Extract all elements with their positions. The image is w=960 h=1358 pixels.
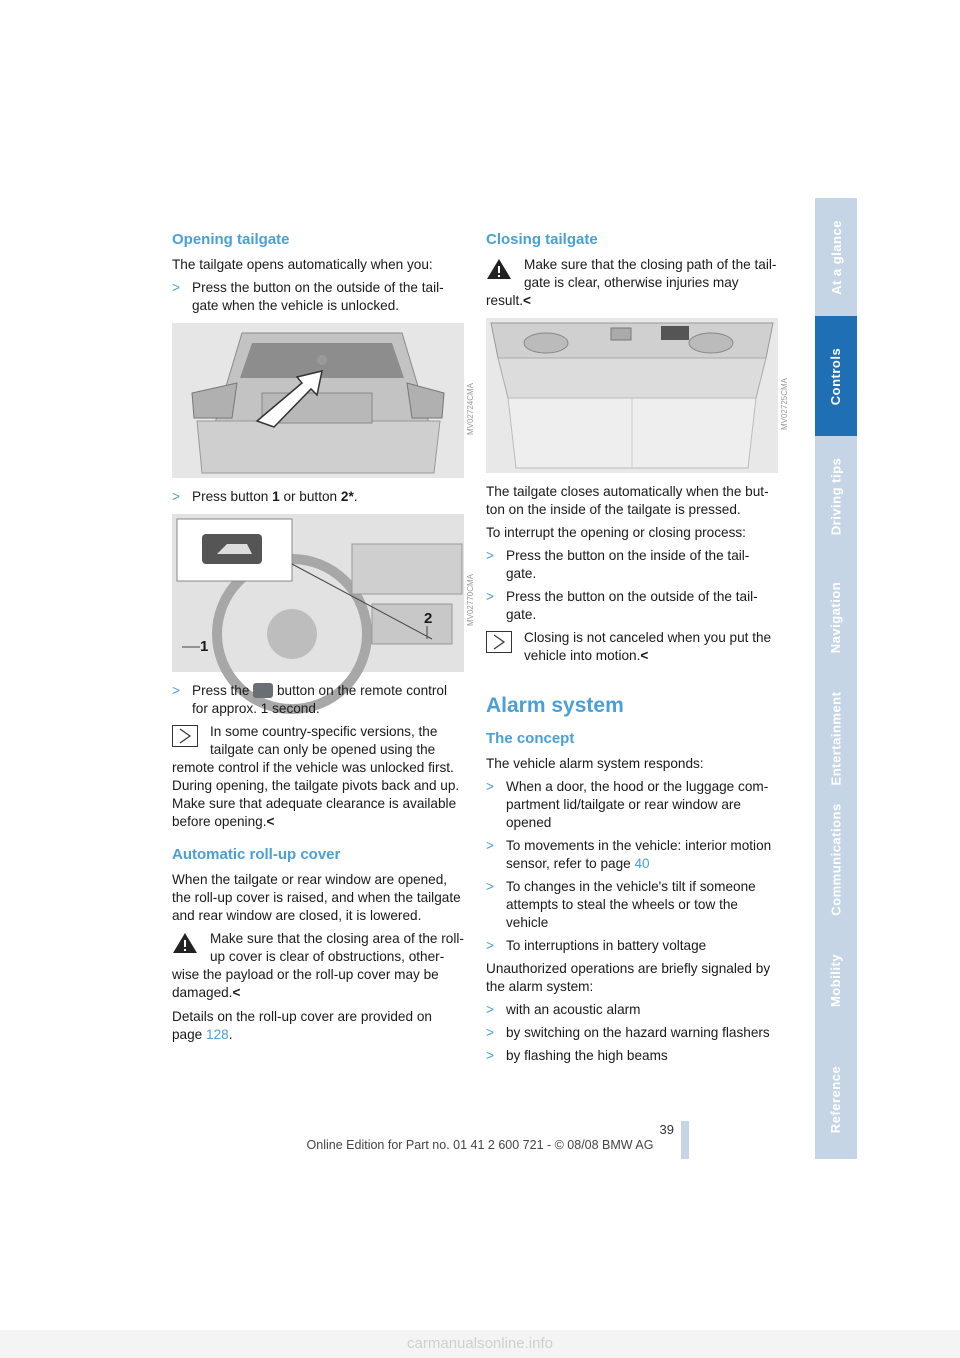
list-item: > Press the button on the remote control for approx. 1 second. (172, 683, 448, 716)
list-item: > by switching on the hazard warning flashers (486, 1025, 770, 1040)
opening-intro: The tailgate opens automatically when you: (172, 257, 433, 272)
watermark: carmanualsonline.info (0, 1330, 960, 1358)
sidebar-tab-driving-tips[interactable]: Driving tips (815, 436, 857, 558)
subheading-the-concept: The concept (486, 730, 575, 747)
list-item: > by flashing the high beams (486, 1048, 668, 1063)
list-item: > To movements in the vehicle: interior motion sensor, refer to page 40 (486, 838, 772, 871)
tailgate-outside-illustration (172, 323, 464, 478)
warning-roll-up-cover: Make sure that the closing area of the roll-up cover is clear of obstructions, other-wise the payload or the roll-up cover may be damaged.< (172, 931, 464, 1000)
sidebar-tab-entertainment[interactable]: Entertainment (815, 678, 857, 800)
rollup-text: When the tailgate or rear window are opened, the roll-up cover is raised, and when the tailgate and rear window are closed, it is lowered. (172, 872, 461, 923)
list-item: > Press the button on the inside of the tail-gate. (486, 548, 750, 581)
sidebar-tab-navigation[interactable]: Navigation (815, 556, 857, 680)
section-heading-opening-tailgate: Opening tailgate (172, 231, 290, 248)
sidebar-tab-at-a-glance[interactable]: At a glance (815, 198, 857, 318)
list-item: > Press the button on the outside of the tail-gate when the vehicle is unlocked. (172, 280, 444, 313)
section-heading-roll-up-cover: Automatic roll-up cover (172, 846, 341, 863)
list-item: > Press button 1 or button 2*. (172, 489, 358, 504)
section-heading-closing-tailgate: Closing tailgate (486, 231, 598, 248)
right-column (486, 230, 789, 1070)
cockpit-illustration (172, 514, 464, 672)
alarm-responds: The vehicle alarm system responds: (486, 756, 704, 771)
note-icon (486, 631, 512, 653)
figure-tailgate-outside (172, 323, 475, 478)
page-link-128[interactable]: 128 (206, 1027, 229, 1042)
interrupt-text: To interrupt the opening or closing process: (486, 525, 746, 540)
list-item: > To changes in the vehicle's tilt if someone attempts to steal the wheels or tow the vehicle (486, 879, 756, 930)
figure-cockpit-buttons (172, 514, 475, 672)
note-icon (172, 725, 198, 747)
figure-label-2: 2 (424, 610, 433, 627)
sidebar-tab-communications[interactable]: Communications (815, 798, 857, 922)
warning-icon (172, 932, 198, 954)
figure-code: MV02725CMA (780, 378, 789, 431)
list-item: > with an acoustic alarm (486, 1002, 641, 1017)
list-item: > Press the button on the outside of the tail-gate. (486, 589, 758, 622)
sidebar-tab-reference[interactable]: Reference (815, 1040, 857, 1161)
sidebar-tab-controls[interactable]: Controls (815, 316, 857, 438)
warning-icon (486, 258, 512, 280)
list-item: > To interruptions in battery voltage (486, 938, 707, 953)
alarm-signaled: Unauthorized operations are briefly signaled by the alarm system: (486, 961, 771, 994)
page-number: 39 (659, 1122, 674, 1137)
figure-code: MV02724CMA (466, 383, 475, 436)
rollup-details: Details on the roll-up cover are provided on page 128. (172, 1009, 432, 1042)
note-closing-motion: Closing is not canceled when you put the vehicle into motion.< (486, 629, 778, 665)
left-column (172, 230, 475, 1049)
sidebar-tab-mobility[interactable]: Mobility (815, 920, 857, 1042)
chapter-sidebar (815, 198, 857, 1159)
bullet-mark: > (172, 280, 180, 295)
warning-closing-path: Make sure that the closing path of the tail-gate is clear, otherwise injuries may result.< (486, 257, 777, 308)
figure-label-1: 1 (200, 638, 209, 655)
section-heading-alarm-system: Alarm system (486, 694, 624, 717)
tailgate-inside-illustration (486, 318, 778, 473)
list-item: > When a door, the hood or the luggage com-partment lid/tailgate or rear window are opened (486, 779, 769, 830)
note-country-versions: In some country-specific versions, the tailgate can only be opened using the remote control if the vehicle was unlocked first. During opening, the tailgate pivots back and up. Make sure that adequate clearance is available before opening.< (172, 724, 460, 829)
footer-text: Online Edition for Part no. 01 41 2 600 721 - © 08/08 BMW AG (306, 1138, 654, 1152)
figure-tailgate-inside (486, 318, 789, 473)
page-link-40[interactable]: 40 (634, 856, 650, 871)
figure-code: MV02770CMA (466, 574, 475, 627)
tailgate-key-icon (253, 683, 273, 698)
closing-text: The tailgate closes automatically when the but-ton on the inside of the tailgate is pressed. (486, 484, 769, 517)
